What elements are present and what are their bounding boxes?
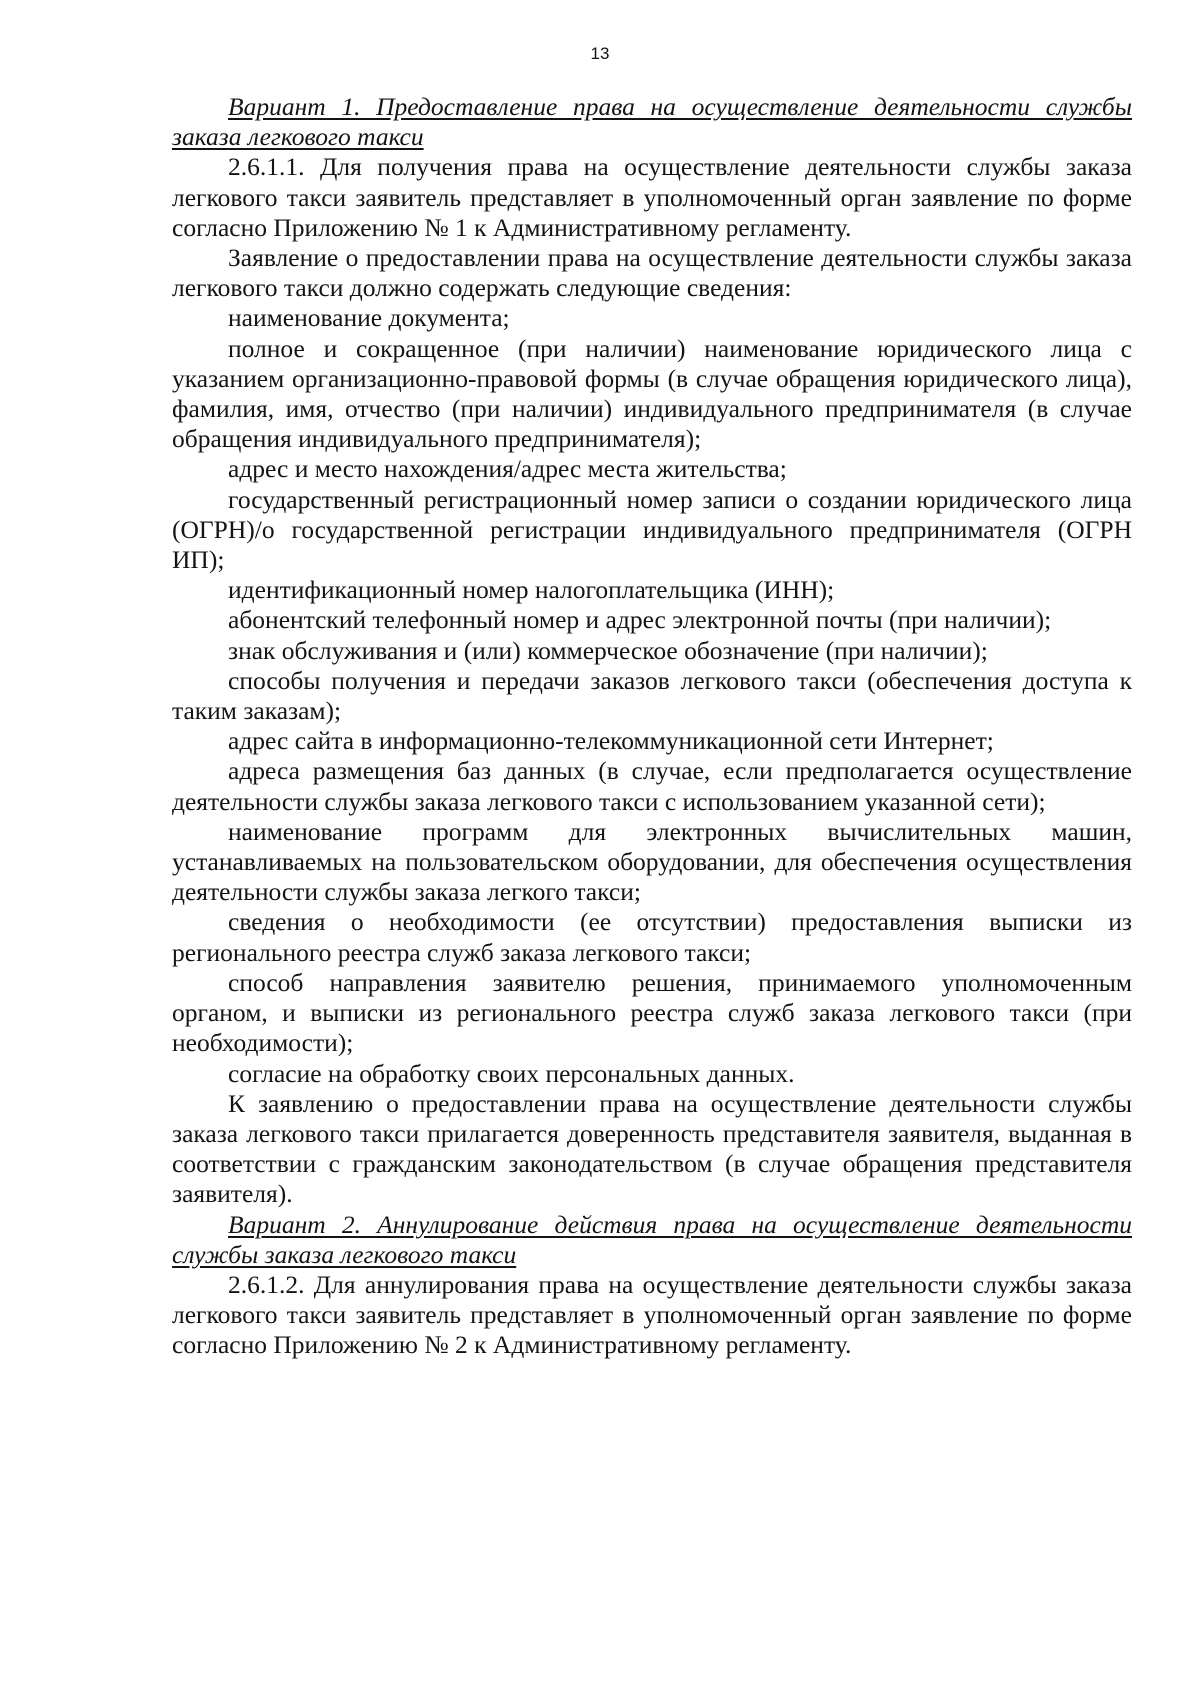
list-item-registry-extract: сведения о необходимости (ее отсутствии) предоставления выписки из регионального реестра служб заказа легкового такси; <box>172 907 1132 967</box>
list-item-phone-email: абонентский телефонный номер и адрес электронной почты (при наличии); <box>228 605 1052 635</box>
list-item-website: адрес сайта в информационно-телекоммуникационной сети Интернет; <box>228 726 994 756</box>
document-body <box>172 92 1132 1361</box>
list-item-address: адрес и место нахождения/адрес места жительства; <box>228 454 787 484</box>
paragraph-application-contents: Заявление о предоставлении права на осуществление деятельности службы заказа легкового такси должно содержать следующие сведения: <box>172 243 1132 303</box>
list-item-decision-delivery: способ направления заявителю решения, принимаемого уполномоченным органом, и выписки из регионального реестра служб заказа легкового такси (при необходимости); <box>172 967 1132 1058</box>
list-item-order-methods: способы получения и передачи заказов легкового такси (обеспечения доступа к таким заказам); <box>172 665 1132 726</box>
page-number: 13 <box>590 44 610 63</box>
paragraph-power-of-attorney: К заявлению о предоставлении права на осуществление деятельности службы заказа легкового такси прилагается доверенность представителя заявителя, выданная в соответствии с гражданским законодательством (в случае обращения представителя заявителя). <box>172 1088 1132 1209</box>
list-item-trademark: знак обслуживания и (или) коммерческое обозначение (при наличии); <box>228 635 988 665</box>
list-item-inn: идентификационный номер налогоплательщика (ИНН); <box>228 575 835 605</box>
paragraph-2-6-1-2: 2.6.1.2. Для аннулирования права на осуществление деятельности службы заказа легкового такси заявитель представляет в уполномоченный орган заявление по форме согласно Приложению № 2 к Административному регламенту. <box>172 1269 1132 1360</box>
list-item-personal-data-consent: согласие на обработку своих персональных данных. <box>228 1058 795 1088</box>
paragraph-2-6-1-1: 2.6.1.1. Для получения права на осуществление деятельности службы заказа легкового такси заявитель представляет в уполномоченный орган заявление по форме согласно Приложению № 1 к Административному регламенту. <box>172 152 1132 242</box>
list-item-entity-name: полное и сокращенное (при наличии) наименование юридического лица с указанием организационно-правовой формы (в случае обращения юридического лица), фамилия, имя, отчество (при наличии) индивидуального предпринимателя (в случае обращения индивидуального предпринимателя); <box>172 333 1132 454</box>
list-item-databases: адреса размещения баз данных (в случае, если предполагается осуществление деятельности службы заказа легкового такси с использованием указанной сети); <box>172 756 1132 816</box>
variant-2-heading: Вариант 2. Аннулирование действия права на осуществление деятельности службы заказа легкового такси <box>172 1209 1132 1269</box>
list-item-document-name: наименование документа; <box>228 303 510 333</box>
variant-1-heading: Вариант 1. Предоставление права на осуществление деятельности службы заказа легкового такси <box>172 92 1132 152</box>
list-item-software: наименование программ для электронных вычислительных машин, устанавливаемых на пользовательском оборудовании, для обеспечения осуществления деятельности службы заказа легкого такси; <box>172 816 1132 907</box>
list-item-ogrn: государственный регистрационный номер записи о создании юридического лица (ОГРН)/о государственной регистрации индивидуального предпринимателя (ОГРН ИП); <box>172 484 1132 575</box>
